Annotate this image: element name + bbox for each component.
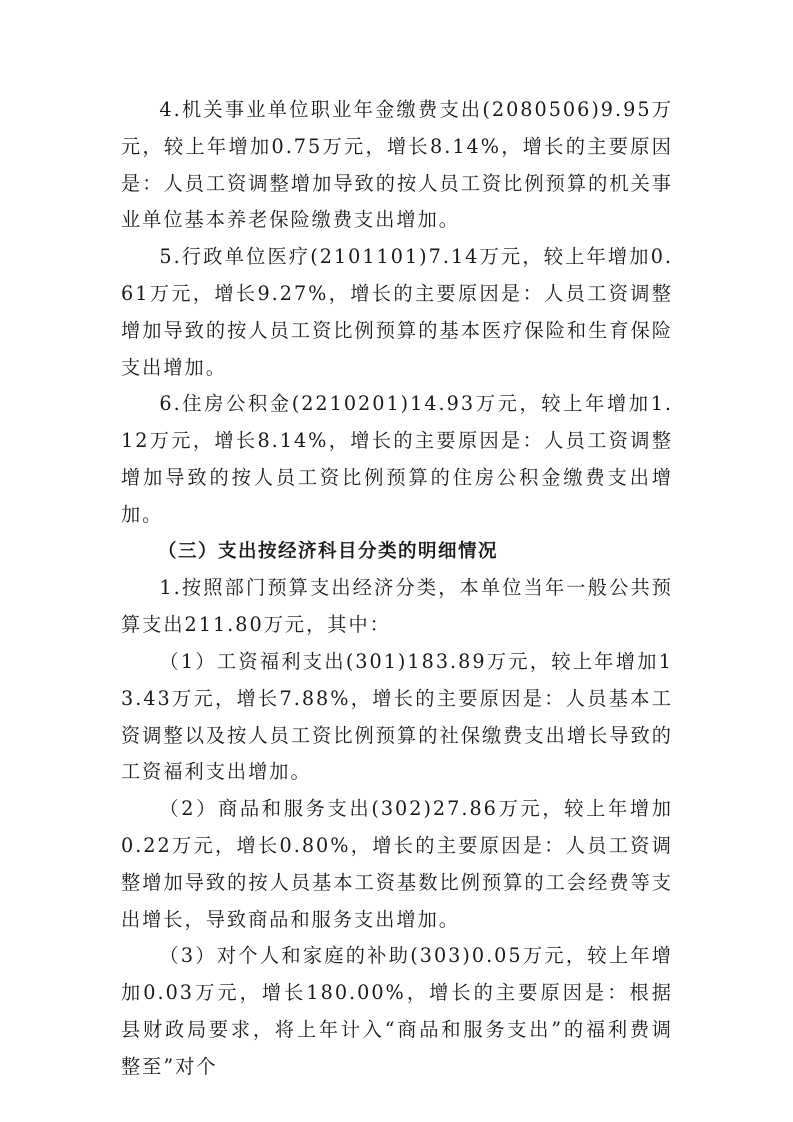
paragraph-household-subsidy: （3）对个人和家庭的补助(303)0.05万元，较上年增加0.03万元，增长180.00%，增长的主要原因是：根据县财政局要求，将上年计入“商品和服务支出”的福利费调整至”对个 <box>121 944 673 1078</box>
section-heading-economic-classification: （三）支出按经济科目分类的明细情况 <box>158 540 499 562</box>
paragraph-goods-services: （2）商品和服务支出(302)27.86万元，较上年增加0.22万元，增长0.80%，增长的主要原因是：人员工资调整增加导致的按人员基本工资基数比例预算的工会经费等支出增长，导致商品和服务支出增加。 <box>121 797 673 931</box>
paragraph-salary-welfare: （1）工资福利支出(301)183.89万元，较上年增加13.43万元，增长7.88%，增长的主要原因是：人员基本工资调整以及按人员工资比例预算的社保缴费支出增长导致的工资福利支出增加。 <box>121 649 673 784</box>
paragraph-pension-annuity: 4.机关事业单位职业年金缴费支出(2080506)9.95万元，较上年增加0.75万元，增长8.14%，增长的主要原因是：人员工资调整增加导致的按人员工资比例预算的机关事业单位基本养老保险缴费支出增加。 <box>121 98 673 232</box>
document-body <box>121 92 673 1086</box>
paragraph-budget-total: 1.按照部门预算支出经济分类，本单位当年一般公共预算支出211.80万元，其中： <box>121 576 673 637</box>
paragraph-medical: 5.行政单位医疗(2101101)7.14万元，较上年增加0.61万元，增长9.27%，增长的主要原因是：人员工资调整增加导致的按人员工资比例预算的基本医疗保险和生育保险支出增加。 <box>121 245 673 379</box>
paragraph-housing-fund: 6.住房公积金(2210201)14.93万元，较上年增加1.12万元，增长8.14%，增长的主要原因是：人员工资调整增加导致的按人员工资比例预算的住房公积金缴费支出增加。 <box>121 392 673 526</box>
